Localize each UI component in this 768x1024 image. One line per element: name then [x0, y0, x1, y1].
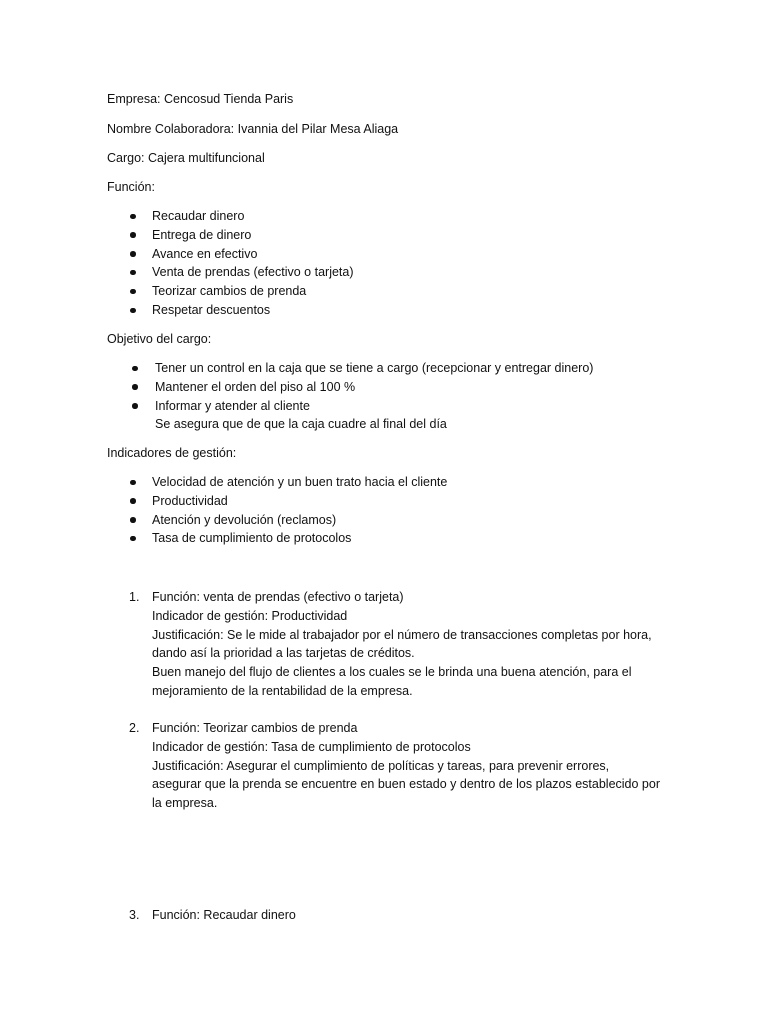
list-item: Entrega de dinero [0, 226, 768, 245]
item-line: dando así la prioridad a las tarjetas de créditos. [152, 646, 415, 661]
item-line: la empresa. [152, 796, 218, 811]
bullet-icon [130, 498, 136, 504]
objetivo-list [0, 359, 768, 415]
item-line: Indicador de gestión: Tasa de cumplimiento de protocolos [152, 739, 471, 754]
objetivo-continuation: Se asegura que de que la caja cuadre al final del día [155, 417, 447, 431]
item-line: Justificación: Se le mide al trabajador por el número de transacciones completas por hora, [152, 627, 652, 642]
cargo-line: Cargo: Cajera multifuncional [107, 151, 265, 165]
list-item: Tasa de cumplimiento de protocolos [0, 529, 768, 548]
funciones-list [0, 207, 768, 320]
item-number: 2. [129, 721, 140, 735]
funcion-heading: Función: [107, 180, 155, 194]
list-item: Respetar descuentos [0, 301, 768, 320]
item-line: Función: Recaudar dinero [152, 908, 296, 922]
item-line: Justificación: Asegurar el cumplimiento de políticas y tareas, para prevenir errores, [152, 758, 610, 773]
indicadores-heading: Indicadores de gestión: [107, 446, 237, 460]
bullet-icon [130, 308, 136, 314]
list-item: Atención y devolución (reclamos) [0, 511, 768, 530]
bullet-icon [132, 366, 138, 372]
bullet-icon [130, 232, 136, 238]
bullet-icon [130, 517, 136, 523]
list-item: Velocidad de atención y un buen trato hacia el cliente [0, 473, 768, 492]
item-number: 3. [129, 908, 140, 922]
item-body [152, 906, 672, 925]
item-body [152, 719, 672, 813]
list-item: Informar y atender al cliente [0, 397, 768, 416]
list-item: Teorizar cambios de prenda [0, 282, 768, 301]
item-line: Buen manejo del flujo de clientes a los cuales se le brinda una buena atención, para el [152, 665, 632, 680]
item-line: Indicador de gestión: Productividad [152, 608, 348, 623]
item-line: Función: venta de prendas (efectivo o tarjeta) [152, 590, 404, 604]
objetivo-heading: Objetivo del cargo: [107, 332, 212, 346]
item-line: asegurar que la prenda se encuentre en buen estado y dentro de los plazos establecido por [152, 777, 660, 792]
empresa-line: Empresa: Cencosud Tienda Paris [107, 92, 294, 106]
list-item: Productividad [0, 492, 768, 511]
bullet-icon [130, 536, 136, 542]
bullet-icon [130, 270, 136, 276]
list-item: Mantener el orden del piso al 100 % [0, 378, 768, 397]
list-item: Venta de prendas (efectivo o tarjeta) [0, 263, 768, 282]
bullet-icon [130, 289, 136, 295]
bullet-icon [132, 384, 138, 390]
indicadores-list [0, 473, 768, 548]
bullet-icon [130, 214, 136, 220]
list-item: Tener un control en la caja que se tiene a cargo (recepcionar y entregar dinero) [0, 359, 768, 378]
colaboradora-line: Nombre Colaboradora: Ivannia del Pilar Mesa Aliaga [107, 122, 399, 136]
list-item: Avance en efectivo [0, 245, 768, 264]
bullet-icon [130, 251, 136, 257]
item-line: mejoramiento de la rentabilidad de la empresa. [152, 683, 413, 698]
list-item: Recaudar dinero [0, 207, 768, 226]
item-body [152, 588, 672, 701]
bullet-icon [130, 480, 136, 486]
bullet-icon [132, 403, 138, 409]
item-number: 1. [129, 590, 140, 604]
item-line: Función: Teorizar cambios de prenda [152, 721, 358, 735]
